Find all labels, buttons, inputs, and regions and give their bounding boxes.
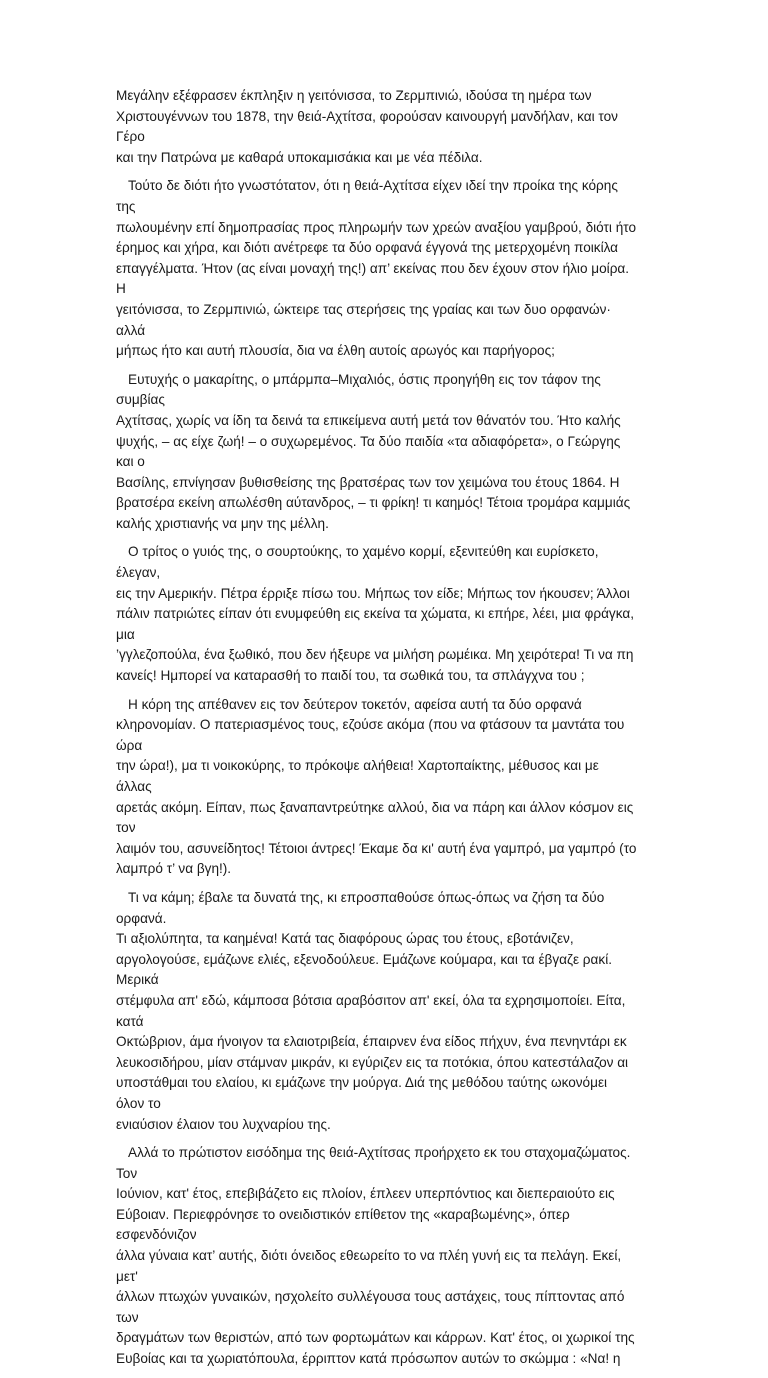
body-text xyxy=(116,86,638,1378)
paragraph-3: Ευτυχής ο μακαρίτης, ο μπάρμπα–Μιχαλιός, όστις προηγήθη εις τον τάφον της συμβίας Αχτίτσας, χωρίς να ίδη τα δεινά τα επικείμενα αυτή μετά τον θάνατόν του. Ήτο καλής ψυχής, – ας είχε ζωή! – ο συχωρεμένος. Τα δύο παιδία «τα αδιαφόρετα», ο Γεώργης και ο Βασίλης, επνίγησαν βυθισθείσης της βρατσέρας των τον χειμώνα του έτους 1864. Η βρατσέρα εκείνη απωλέσθη αύτανδρος, – τι φρίκη! τι καημός! Τέτοια τρομάρα καμμιάς καλής χριστιανής να μην της μέλλη. xyxy=(116,371,631,531)
paragraph-7: Αλλά το πρώτιστον εισόδημα της θειά-Αχτίτσας προήρχετο εκ του σταχομαζώματος. Τον Ιούνιον, κατ' έτος, επεβιβάζετο εις πλοίον, έπλεεν υπερπόντιος και διεπεραιούτο εις Εύβοιαν. Περιεφρόνησε το ονειδιστικόν επίθετον της «καραβωμένης», όπερ εσφενδόνιζον άλλα γύναια κατ’ αυτής, διότι όνειδος εθεωρείτο το να πλέη γυνή εις τα πελάγη. Εκεί, μετ' άλλων πτωχών γυναικών, ησχολείτο συλλέγουσα τους αστάχεις, τους πίπτοντας από των δραγμάτων των θεριστών, από των φορτωμάτων και κάρρων. Κατ' έτος, οι χωρικοί της Ευβοίας και τα χωριατόπουλα, έρριπτον κατά πρόσωπον αυτών το σκώμμα : «Να! η xyxy=(116,1145,635,1367)
paragraph-2: Τούτο δε διότι ήτο γνωστότατον, ότι η θειά-Αχτίτσα είχεν ιδεί την προίκα της κόρης της πωλουμένην επί δημοπρασίας προς πληρωμήν των χρεών αναξίου γαμβρού, διότι ήτο έρημος και χήρα, και διότι ανέτρεφε τα δύο ορφανά έγγονά της μετερχομένη ποικίλα επαγγέλματα. Ήτον (ας είναι μοναχή της!) απ’ εκείνας που δεν έχουν στον ήλιο μοίρα. Η γειτόνισσα, το Ζερμπινιώ, ώκτειρε τας στερήσεις της γραίας και των δυο ορφανών· αλλά μήπως ήτο και αυτή πλουσία, δια να έλθη αυτοίς αρωγός και παρήγορος; xyxy=(116,178,637,359)
paragraph-1: Μεγάλην εξέφρασεν έκπληξιν η γειτόνισσα, το Ζερμπινιώ, ιδούσα τη ημέρα των Χριστουγέννων του 1878, την θειά-Αχτίτσα, φορούσαν καινουργή μανδήλαν, και τον Γέρο και την Πατρώνα με καθαρά υποκαμισάκια και με νέα πέδιλα. xyxy=(116,88,618,165)
paragraph-5: Η κόρη της απέθανεν εις τον δεύτερον τοκετόν, αφείσα αυτή τα δύο ορφανά κληρονομίαν. Ο πατεριασμένος τους, εζούσε ακόμα (που να φτάσουν τα μαντάτα του ώρα την ώρα!), μα τι νοικοκύρης, το πρόκοψε αλήθεια! Χαρτοπαίκτης, μέθυσος και με άλλας αρετάς ακόμη. Είπαν, πως ξαναπαντρεύτηκε αλλού, δια να πάρη και άλλον κόσμον εις τον λαιμόν του, ασυνείδητος! Τέτοιοι άντρες! Έκαμε δα κι' αυτή ένα γαμπρό, μα γαμπρό (το λαμπρό τ’ να βγη!). xyxy=(116,696,637,877)
paragraph-6: Τι να κάμη; έβαλε τα δυνατά της, κι επροσπαθούσε όπως-όπως να ζήση τα δύο ορφανά. Τι αξιολύπητα, τα καημένα! Κατά τας διαφόρους ώρας του έτους, εβοτάνιζεν, αργολογούσε, εμάζωνε ελιές, εξενοδούλευε. Εμάζωνε κούμαρα, και τα έβγαζε ρακί. Μερικά στέμφυλα απ' εδώ, κάμποσα βότσια αραβόσιτον απ' εκεί, όλα τα εχρησιμοποίει. Είτα, κατά Οκτώβριον, άμα ήνοιγον τα ελαιοτριβεία, έπαιρνεν ένα είδος πήχυν, ένα πενηντάρι εκ λευκοσιδήρου, μίαν στάμναν μικράν, κι εγύριζεν εις τα ποτόκια, όπου κατεστάλαζον αι υποστάθμαι του ελαίου, κι εμάζωνε την μούργα. Διά της μεθόδου ταύτης ωκονόμει όλον το ενιαύσιον έλαιον του λυχναρίου της. xyxy=(116,889,629,1132)
paragraph-4: Ο τρίτος ο γυιός της, ο σουρτούκης, το χαμένο κορμί, εξενιτεύθη και ευρίσκετο, έλεγαν, εις την Αμερικήν. Πέτρα έρριξε πίσω του. Μήπως τον είδε; Μήπως τον ήκουσεν; Άλλοι πάλιν πατριώτες είπαν ότι ενυμφεύθη εις εκείνα τα χώματα, κι επήρε, λέει, μια φράγκα, μια ’γγλεζοπούλα, ένα ξωθικό, που δεν ήξευρε να μιλήση ρωμέικα. Μη χειρότερα! Τι να πη κανείς! Ημπορεί να καταρασθή το παιδί του, τα σωθικά του, τα σπλάγχνα του ; xyxy=(116,544,634,684)
